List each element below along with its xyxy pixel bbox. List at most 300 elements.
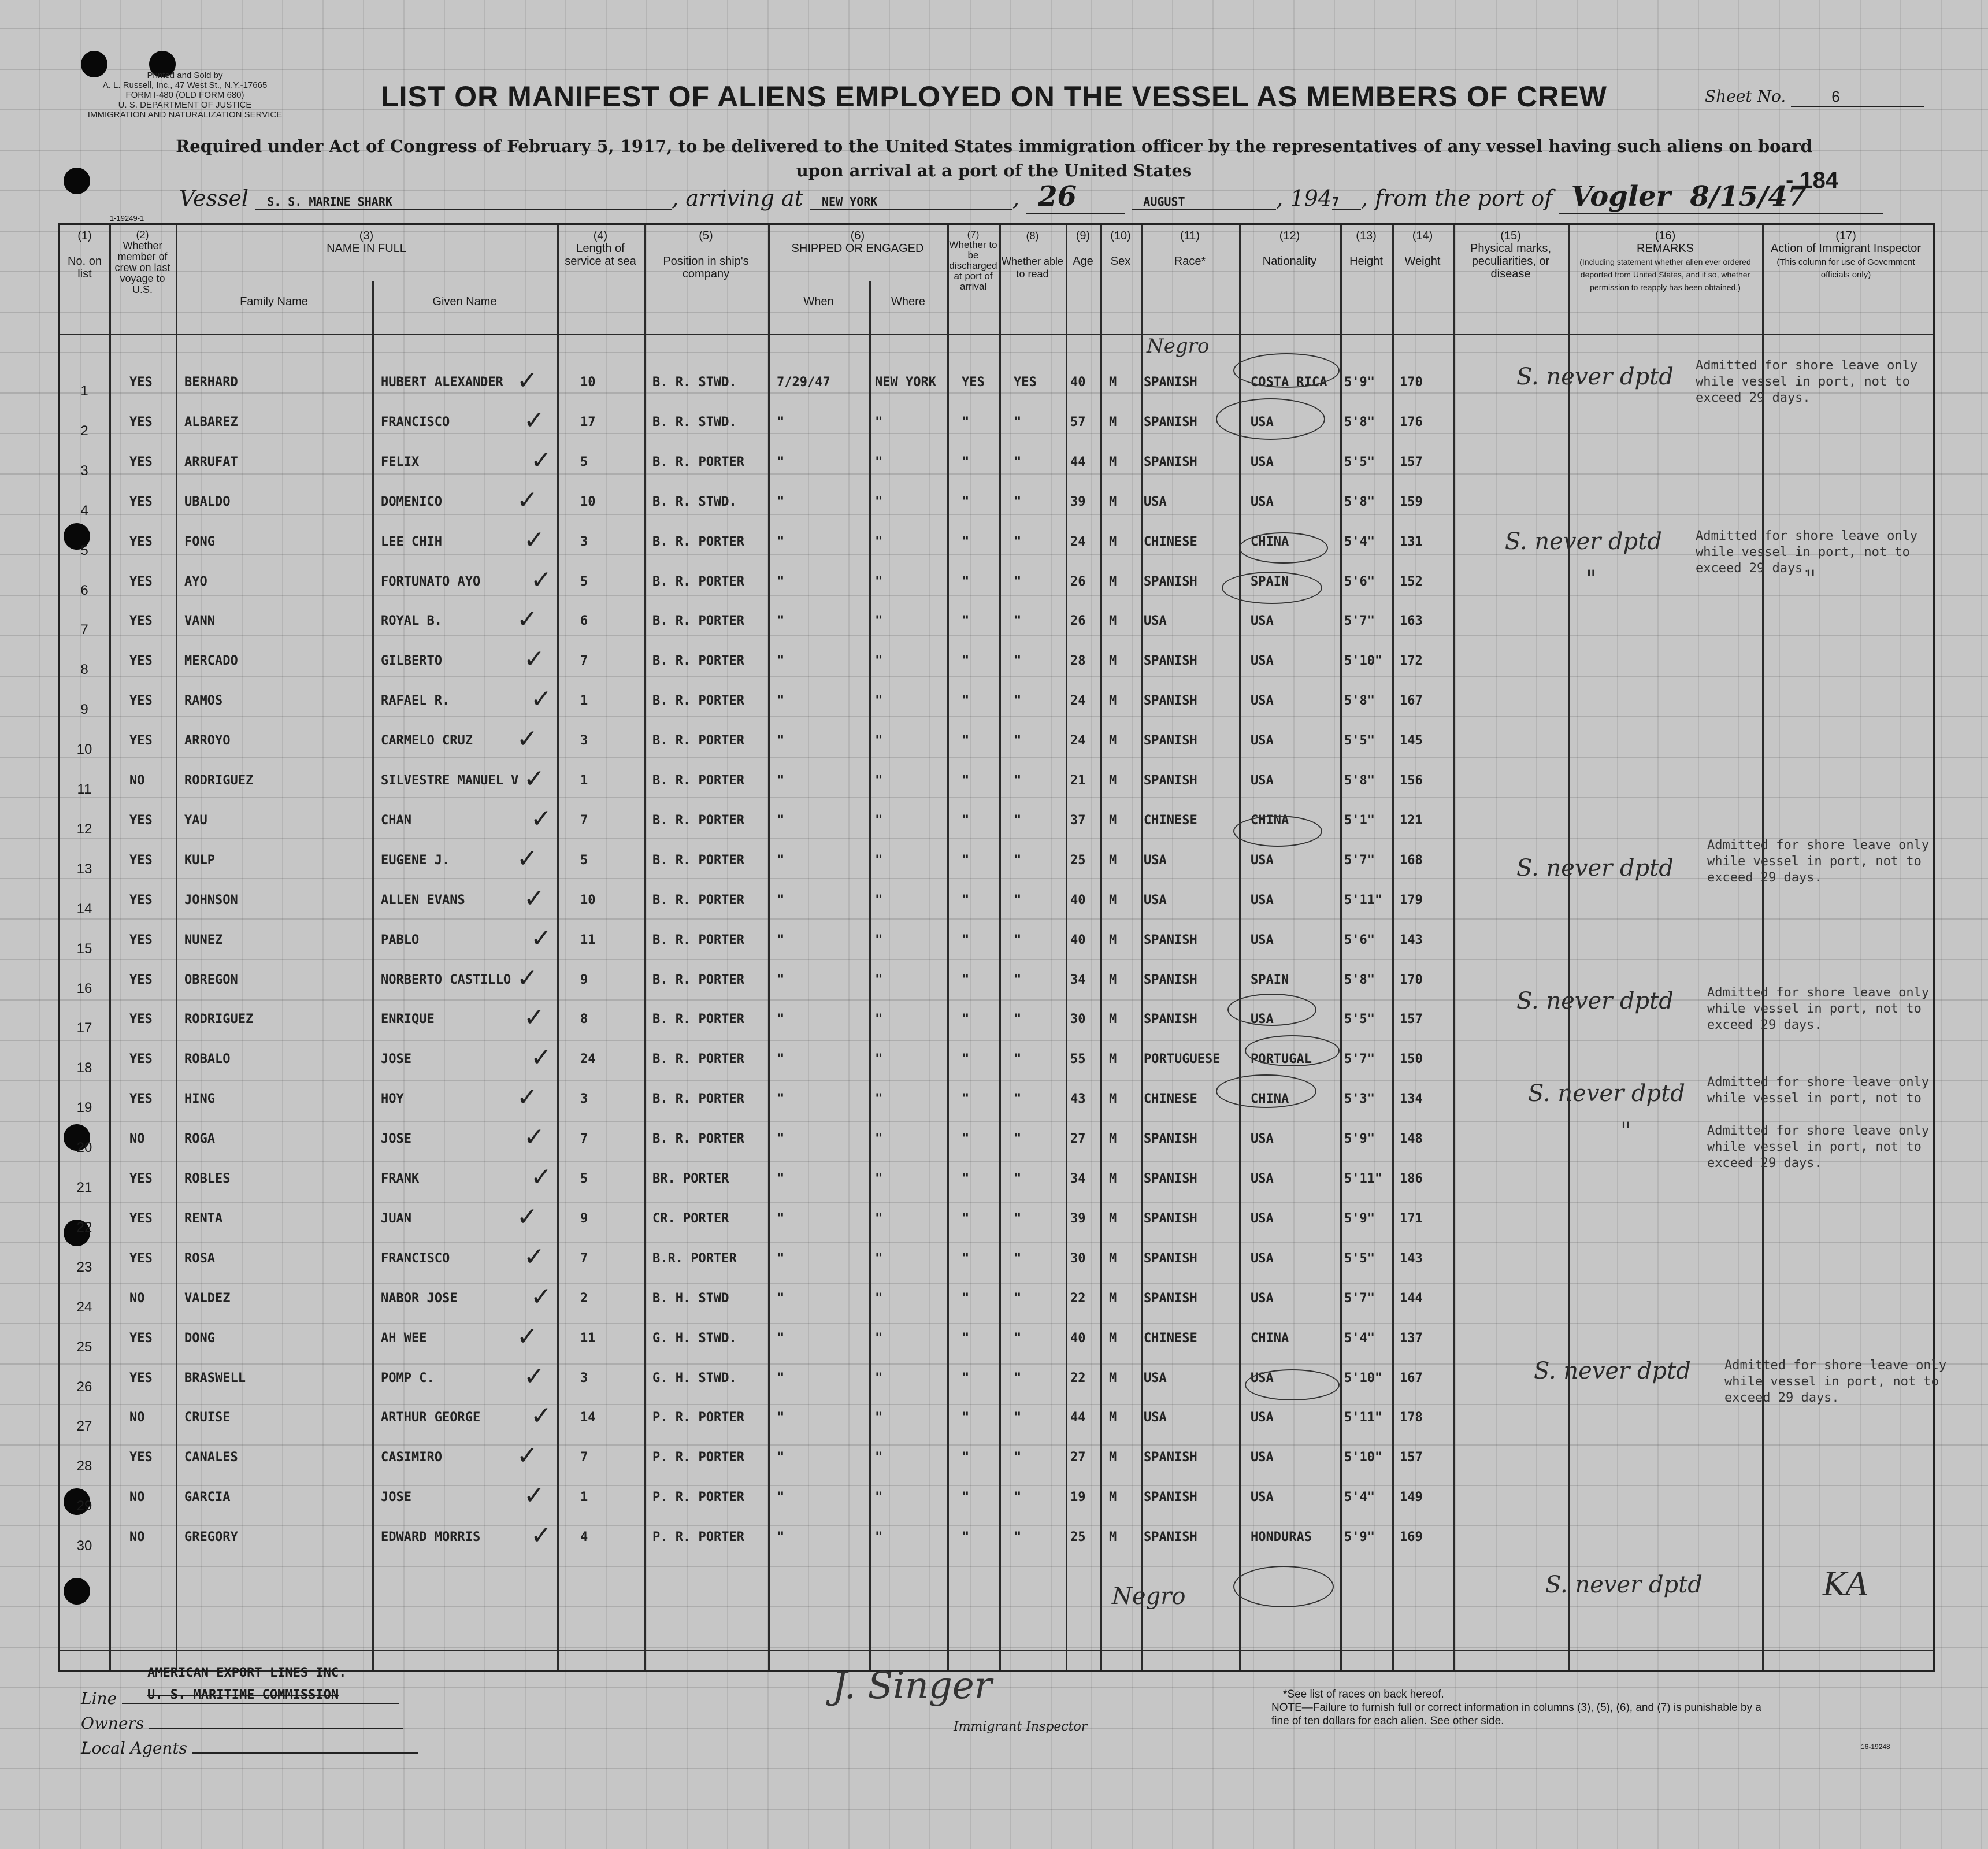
shipped-where: " [875, 1371, 883, 1385]
remark-line: while vessel in port, not to [1707, 1091, 1922, 1106]
nationality: USA [1251, 694, 1274, 708]
column-number: (6) [850, 229, 865, 242]
weight: 167 [1400, 1371, 1423, 1385]
shipped-where: " [875, 614, 883, 628]
race: SPANISH [1144, 733, 1197, 748]
weight: 163 [1400, 614, 1423, 628]
shipped-when: " [777, 1410, 785, 1425]
col-height-header [1340, 229, 1392, 268]
family-name: BERHARD [184, 375, 238, 390]
sex: M [1109, 1291, 1117, 1306]
given-name: FORTUNATO AYO [381, 575, 481, 589]
weight: 134 [1400, 1092, 1423, 1106]
given-name: CASIMIRO [381, 1450, 442, 1465]
family-name: GARCIA [184, 1490, 231, 1505]
height: 5'5" [1344, 733, 1375, 748]
remark-shore-leave [1707, 1074, 1929, 1172]
nationality: SPAIN [1251, 973, 1289, 987]
nationality: USA [1251, 1211, 1274, 1226]
race: SPANISH [1144, 654, 1197, 668]
family-name: ARROYO [184, 733, 231, 748]
ship-position: P. R. PORTER [652, 1410, 744, 1425]
column-number: (8) [1026, 230, 1039, 242]
column-title: Nationality [1262, 255, 1317, 268]
able-to-read: " [1014, 1211, 1022, 1226]
weight: 159 [1400, 495, 1423, 509]
weight: 121 [1400, 813, 1423, 828]
service-length: 24 [580, 1052, 596, 1066]
race: SPANISH [1144, 1012, 1197, 1027]
crew-table [58, 223, 1947, 1672]
family-name: NUNEZ [184, 933, 223, 947]
shipped-where: " [875, 415, 883, 429]
owners-field [81, 1714, 403, 1733]
member-last-voyage: YES [129, 853, 153, 868]
weight: 144 [1400, 1291, 1423, 1306]
given-name: FRANCISCO [381, 415, 450, 429]
height: 5'5" [1344, 1251, 1375, 1266]
department-name: U. S. DEPARTMENT OF JUSTICE [118, 100, 252, 110]
row-number: 3 [80, 463, 88, 479]
family-name: RAMOS [184, 694, 223, 708]
given-name: PABLO [381, 933, 420, 947]
check-mark-icon: ✓ [524, 525, 545, 555]
nationality: USA [1251, 853, 1274, 868]
column-title: Whether able to read [1001, 255, 1064, 280]
column-title: No. on list [68, 255, 102, 280]
arrival-month: AUGUST [1132, 195, 1276, 210]
discharged: " [962, 1012, 970, 1027]
nationality: USA [1251, 933, 1274, 947]
shipped-where: NEW YORK [875, 375, 936, 390]
column-title: Length of service at sea [565, 242, 636, 268]
shipped-when: " [777, 1172, 785, 1186]
service-length: 3 [580, 1371, 588, 1385]
shipped-where: " [875, 813, 883, 828]
weight: 157 [1400, 1450, 1423, 1465]
sex: M [1109, 773, 1117, 788]
remark-line: Admitted for shore leave only [1707, 838, 1930, 853]
race: SPANISH [1144, 694, 1197, 708]
vessel-name: S. S. MARINE SHARK [255, 195, 672, 210]
sex: M [1109, 1012, 1117, 1027]
service-length: 11 [580, 1331, 596, 1346]
given-name: JUAN [381, 1211, 411, 1226]
service-length: 1 [580, 1490, 588, 1505]
nationality: USA [1251, 1291, 1274, 1306]
age: 37 [1070, 813, 1086, 828]
member-last-voyage: YES [129, 1371, 153, 1385]
height: 5'8" [1344, 694, 1375, 708]
sex: M [1109, 1172, 1117, 1186]
height: 5'4" [1344, 1490, 1375, 1505]
weight: 186 [1400, 1172, 1423, 1186]
sex: M [1109, 973, 1117, 987]
check-mark-icon: ✓ [517, 605, 538, 634]
height: 5'7" [1344, 853, 1375, 868]
able-to-read: " [1014, 1450, 1022, 1465]
row-number: 17 [76, 1020, 92, 1036]
age: 34 [1070, 1172, 1086, 1186]
check-mark-icon: ✓ [531, 1401, 552, 1431]
member-last-voyage: YES [129, 733, 153, 748]
able-to-read: " [1014, 1012, 1022, 1027]
service-name: IMMIGRATION AND NATURALIZATION SERVICE [87, 110, 283, 120]
weight: 131 [1400, 535, 1423, 549]
discharged: " [962, 1371, 970, 1385]
sex: M [1109, 495, 1117, 509]
race: SPANISH [1144, 415, 1197, 429]
column-number: (11) [1180, 229, 1200, 242]
column-number: (12) [1279, 229, 1300, 242]
shipped-when: " [777, 455, 785, 469]
weight: 143 [1400, 1251, 1423, 1266]
able-to-read: " [1014, 1530, 1022, 1544]
handwritten-remark: S. never dptd [1505, 528, 1662, 555]
weight: 148 [1400, 1132, 1423, 1146]
handwritten-ditto: " [1805, 566, 1816, 592]
column-title: REMARKS [1637, 242, 1694, 255]
column-title: Whether member of crew on last voyage to U.S. [114, 240, 170, 295]
remark-line: while vessel in port, not to [1724, 1374, 1939, 1389]
able-to-read: " [1014, 614, 1022, 628]
punch-hole [64, 168, 90, 194]
shipped-when: " [777, 654, 785, 668]
remark-line: while vessel in port, not to [1707, 1002, 1922, 1016]
sex: M [1109, 1530, 1117, 1544]
race: USA [1144, 1371, 1167, 1385]
remark-line: Admitted for shore leave only [1707, 985, 1930, 1000]
departure-port-name: Vogler [1571, 180, 1671, 213]
shipped-where: " [875, 1012, 883, 1027]
able-to-read: " [1014, 1331, 1022, 1346]
able-to-read: " [1014, 933, 1022, 947]
commission-name: U. S. MARITIME COMMISSION [147, 1688, 339, 1702]
discharged: " [962, 893, 970, 907]
shipped-where: " [875, 773, 883, 788]
discharged: " [962, 1092, 970, 1106]
column-title: Race* [1174, 255, 1206, 268]
row-number: 5 [80, 543, 88, 558]
ship-position: B. R. PORTER [652, 933, 744, 947]
race: USA [1144, 614, 1167, 628]
shipped-where: " [875, 853, 883, 868]
column-number: (7) [967, 229, 980, 240]
given-name: NORBERTO CASTILLO [381, 973, 511, 987]
nationality: USA [1251, 415, 1274, 429]
shipped-where: " [875, 973, 883, 987]
shipped-when: " [777, 495, 785, 509]
remark-line: exceed 29 days. [1696, 561, 1811, 576]
nationality-circle [1222, 572, 1322, 604]
shipped-where: " [875, 893, 883, 907]
service-length: 5 [580, 455, 588, 469]
shipped-when: " [777, 1211, 785, 1226]
shipped-where: " [875, 1490, 883, 1505]
shipped-when: " [777, 1092, 785, 1106]
height: 5'3" [1344, 1092, 1375, 1106]
member-last-voyage: YES [129, 893, 153, 907]
family-name: RODRIGUEZ [184, 1012, 254, 1027]
family-name: OBREGON [184, 973, 238, 987]
shipped-where: " [875, 1410, 883, 1425]
check-mark-icon: ✓ [531, 1043, 552, 1072]
column-title: Whether to be discharged at port of arrival [949, 239, 997, 292]
given-name: POMP C. [381, 1371, 435, 1385]
member-last-voyage: YES [129, 694, 153, 708]
member-last-voyage: YES [129, 535, 153, 549]
able-to-read: " [1014, 575, 1022, 589]
age: 40 [1070, 1331, 1086, 1346]
member-last-voyage: YES [129, 614, 153, 628]
family-name: JOHNSON [184, 893, 238, 907]
ship-position: G. H. STWD. [652, 1331, 737, 1346]
nationality: USA [1251, 773, 1274, 788]
nationality: USA [1251, 455, 1274, 469]
service-length: 10 [580, 495, 596, 509]
sex: M [1109, 375, 1117, 390]
nationality: CHINA [1251, 1092, 1289, 1106]
check-mark-icon: ✓ [524, 1003, 545, 1032]
member-last-voyage: YES [129, 654, 153, 668]
member-last-voyage: NO [129, 1291, 145, 1306]
weight: 157 [1400, 455, 1423, 469]
able-to-read: " [1014, 1132, 1022, 1146]
weight: 176 [1400, 415, 1423, 429]
race: CHINESE [1144, 1331, 1197, 1346]
row-number: 12 [76, 821, 92, 837]
given-name: LEE CHIH [381, 535, 442, 549]
member-last-voyage: YES [129, 1052, 153, 1066]
row-number: 15 [76, 941, 92, 957]
shipped-where: " [875, 1092, 883, 1106]
col-member-header [109, 229, 176, 295]
age: 21 [1070, 773, 1086, 788]
family-name: VANN [184, 614, 215, 628]
col-physical-header [1453, 229, 1568, 280]
row-number: 18 [76, 1060, 92, 1076]
given-name: EUGENE J. [381, 853, 450, 868]
family-name: YAU [184, 813, 207, 828]
column-title: Physical marks, peculiarities, or disease [1470, 242, 1552, 280]
given-name: ALLEN EVANS [381, 893, 465, 907]
family-name: RODRIGUEZ [184, 773, 254, 788]
company-name: AMERICAN EXPORT LINES INC. [147, 1666, 347, 1680]
shipped-when: " [777, 1052, 785, 1066]
check-mark-icon: ✓ [531, 1282, 552, 1311]
age: 30 [1070, 1012, 1086, 1027]
service-length: 7 [580, 1450, 588, 1465]
handwritten-remark: S. never dptd [1516, 988, 1674, 1014]
inspector-label: Immigrant Inspector [954, 1720, 1088, 1734]
shipped-when: 7/29/47 [777, 375, 830, 390]
member-last-voyage: YES [129, 1331, 153, 1346]
nationality: CHINA [1251, 813, 1289, 828]
service-length: 10 [580, 375, 596, 390]
height: 5'11" [1344, 1172, 1383, 1186]
service-length: 3 [580, 1092, 588, 1106]
check-mark-icon: ✓ [524, 1481, 545, 1510]
family-name: ROGA [184, 1132, 215, 1146]
line-blank [122, 1703, 399, 1704]
column-number: (13) [1356, 229, 1377, 242]
remark-shore-leave [1724, 1358, 1946, 1406]
nationality: USA [1251, 614, 1274, 628]
member-last-voyage: YES [129, 375, 153, 390]
shipped-where: " [875, 495, 883, 509]
ship-position: B. R. PORTER [652, 773, 744, 788]
discharged: " [962, 1530, 970, 1544]
discharged: " [962, 1211, 970, 1226]
age: 44 [1070, 455, 1086, 469]
height: 5'10" [1344, 654, 1383, 668]
discharged: " [962, 813, 970, 828]
discharged: " [962, 694, 970, 708]
col-age-header [1066, 229, 1100, 268]
member-last-voyage: YES [129, 933, 153, 947]
races-note: *See list of races on back hereof. [1283, 1688, 1444, 1700]
ship-position: B. R. PORTER [652, 733, 744, 748]
shipped-when: " [777, 535, 785, 549]
sex: M [1109, 1410, 1117, 1425]
age: 24 [1070, 733, 1086, 748]
ship-position: B. R. PORTER [652, 1012, 744, 1027]
family-name: CRUISE [184, 1410, 231, 1425]
age: 40 [1070, 893, 1086, 907]
year-label: , 194 [1276, 186, 1332, 211]
weight: 168 [1400, 853, 1423, 868]
nationality: USA [1251, 1251, 1274, 1266]
remark-shore-leave [1696, 358, 1917, 406]
remark-shore-leave [1707, 985, 1929, 1033]
race: SPANISH [1144, 1490, 1197, 1505]
given-name: JOSE [381, 1490, 411, 1505]
age: 39 [1070, 1211, 1086, 1226]
ship-position: B. R. PORTER [652, 654, 744, 668]
age: 34 [1070, 973, 1086, 987]
arrival-day: 26 [1026, 180, 1125, 214]
age: 40 [1070, 933, 1086, 947]
ship-position: P. R. PORTER [652, 1490, 744, 1505]
column-title: Age [1073, 255, 1093, 268]
family-name-header: Family Name [240, 295, 308, 308]
weight: 156 [1400, 773, 1423, 788]
check-mark-icon: ✓ [524, 1122, 545, 1152]
column-number: (16) [1655, 229, 1676, 242]
shipped-when: " [777, 1530, 785, 1544]
race: SPANISH [1144, 973, 1197, 987]
service-length: 9 [580, 973, 588, 987]
service-length: 10 [580, 893, 596, 907]
member-last-voyage: YES [129, 455, 153, 469]
agents-field [81, 1739, 418, 1758]
discharged: " [962, 535, 970, 549]
remark-line: Admitted for shore leave only [1724, 1358, 1947, 1373]
shipped-where: " [875, 1291, 883, 1306]
check-mark-icon: ✓ [517, 844, 538, 873]
height: 5'8" [1344, 495, 1375, 509]
race: SPANISH [1144, 1132, 1197, 1146]
nationality: SPAIN [1251, 575, 1289, 589]
weight: 178 [1400, 1410, 1423, 1425]
sex: M [1109, 1490, 1117, 1505]
row-number: 14 [76, 901, 92, 917]
col-shipped-header [768, 229, 947, 255]
member-last-voyage: YES [129, 575, 153, 589]
height: 5'10" [1344, 1371, 1383, 1385]
ship-position: B. R. PORTER [652, 813, 744, 828]
shipped-when: " [777, 694, 785, 708]
ship-position: B. R. PORTER [652, 893, 744, 907]
discharged: " [962, 1172, 970, 1186]
member-last-voyage: YES [129, 1450, 153, 1465]
family-name: MERCADO [184, 654, 238, 668]
discharged: " [962, 1410, 970, 1425]
shipped-where: " [875, 933, 883, 947]
weight: 157 [1400, 1012, 1423, 1027]
sex: M [1109, 1052, 1117, 1066]
printer-imprint [35, 71, 335, 120]
given-name: GILBERTO [381, 654, 442, 668]
nationality: CHINA [1251, 535, 1289, 549]
discharged: " [962, 1052, 970, 1066]
check-mark-icon: ✓ [517, 1202, 538, 1232]
remark-shore-leave [1707, 838, 1929, 886]
able-to-read: " [1014, 694, 1022, 708]
sex: M [1109, 1211, 1117, 1226]
service-length: 1 [580, 773, 588, 788]
column-title: Position in ship's company [663, 255, 749, 280]
shipped-where: " [875, 1251, 883, 1266]
weight: 145 [1400, 733, 1423, 748]
sex: M [1109, 1092, 1117, 1106]
discharged: " [962, 614, 970, 628]
ship-position: B. R. PORTER [652, 853, 744, 868]
shipped-when: " [777, 973, 785, 987]
family-name: ROSA [184, 1251, 215, 1266]
column-number: (3) [359, 229, 374, 242]
discharged: " [962, 1291, 970, 1306]
check-mark-icon: ✓ [517, 1083, 538, 1112]
nationality: USA [1251, 1132, 1274, 1146]
row-number: 29 [76, 1498, 92, 1514]
height: 5'8" [1344, 415, 1375, 429]
ship-position: B. R. PORTER [652, 535, 744, 549]
race: SPANISH [1144, 1291, 1197, 1306]
service-length: 7 [580, 1132, 588, 1146]
ship-position: B. R. PORTER [652, 455, 744, 469]
column-title: Weight [1404, 255, 1441, 268]
sex: M [1109, 654, 1117, 668]
row-number: 13 [76, 861, 92, 877]
col-no-header [60, 229, 109, 280]
height: 5'11" [1344, 1410, 1383, 1425]
nationality: USA [1251, 1490, 1274, 1505]
remark-line: Admitted for shore leave only [1707, 1124, 1930, 1138]
row-number: 19 [76, 1100, 92, 1116]
column-title: SHIPPED OR ENGAGED [791, 242, 924, 255]
height: 5'10" [1344, 1450, 1383, 1465]
race: SPANISH [1144, 933, 1197, 947]
remark-line: while vessel in port, not to [1707, 1140, 1922, 1154]
service-length: 3 [580, 535, 588, 549]
able-to-read: " [1014, 773, 1022, 788]
service-length: 5 [580, 575, 588, 589]
given-name: JOSE [381, 1052, 411, 1066]
family-name: KULP [184, 853, 215, 868]
age: 44 [1070, 1410, 1086, 1425]
shipped-when: " [777, 1371, 785, 1385]
